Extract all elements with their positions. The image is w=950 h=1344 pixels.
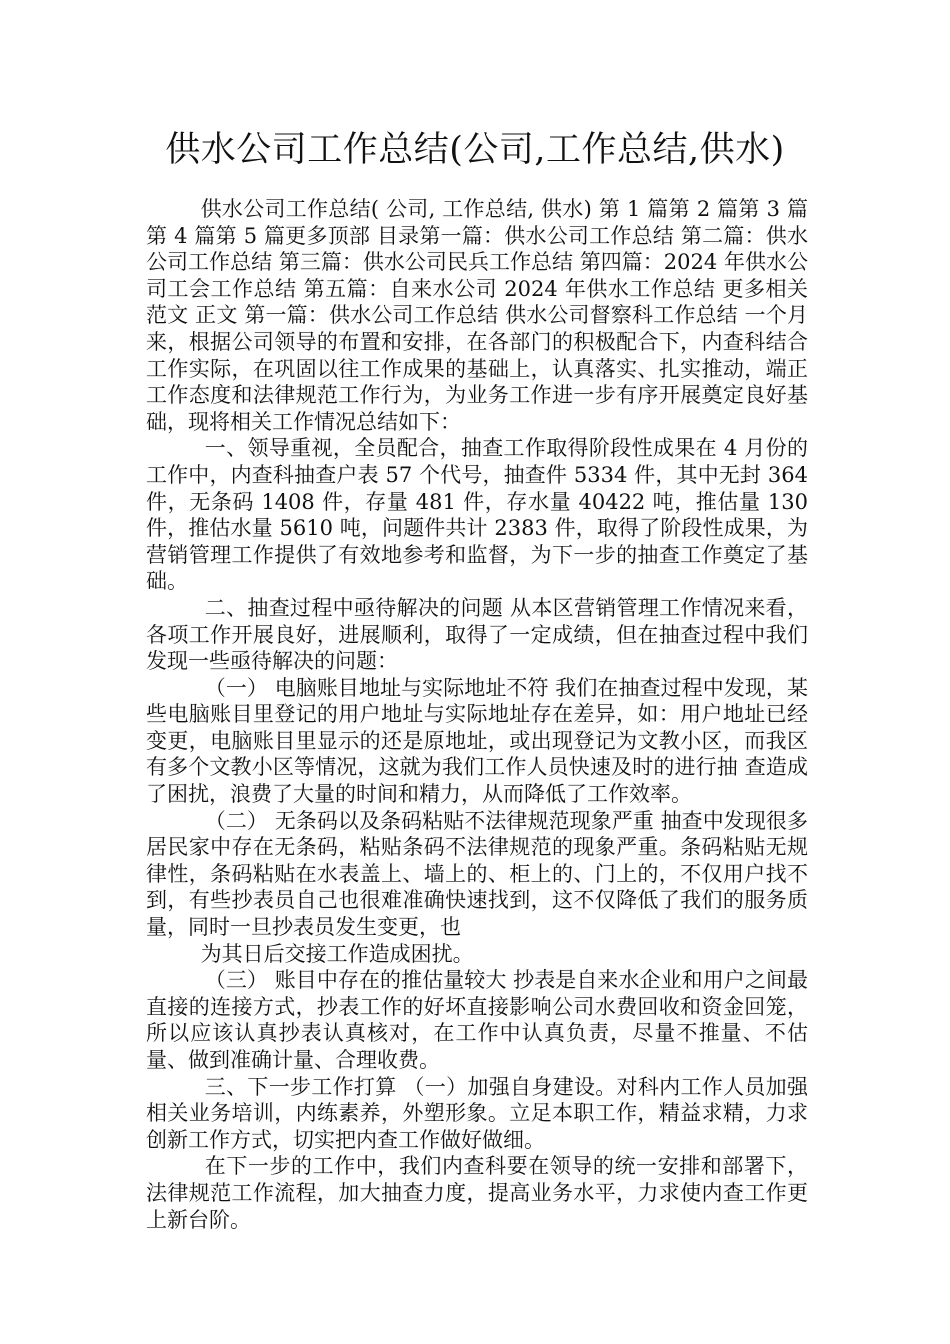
issue-one-paragraph: （一） 电脑账目地址与实际地址不符 我们在抽查过程中发现，某些电脑账目里登记的用户地址与实际地址存在差异，如：用户地址已经变更，电脑账目里显示的还是原地址，或出现登记为文教小区，而我区有多个文教小区等情况，这就为我们工作人员快速及时的进行抽 查造成了困扰，浪费了大量的时间和精力，从而降低了工作效率。 <box>146 675 808 807</box>
issue-three-paragraph: （三） 账目中存在的推估量较大 抄表是自来水企业和用户之间最直接的连接方式，抄表工作的好坏直接影响公司水费回收和资金回笼，所以应该认真抄表认真核对，在工作中认真负责，尽量不推量、不估量、做到准确计量、合理收费。 <box>146 968 808 1072</box>
issue-two-paragraph: （二） 无条码以及条码粘贴不法律规范现象严重 抽查中发现很多居民家中存在无条码，粘贴条码不法律规范的现象严重。条码粘贴无规律性，条码粘贴在水表盖上、墙上的、柜上的、门上的，不仅用户找不到，有些抄表员自己也很难准确快速找到，这不仅降低了我们的服务质量，同时一旦抄表员发生变更，也 <box>146 808 808 940</box>
document-title: 供水公司工作总结(公司,工作总结,供水) <box>165 130 785 170</box>
intro-paragraph: 供水公司工作总结( 公司, 工作总结, 供水) 第 1 篇第 2 篇第 3 篇第 4 篇第 5 篇更多顶部 目录第一篇：供水公司工作总结 第二篇：供水公司工作总结 第三篇：供水公司民兵工作总结 第四篇：2024 年供水公司工会工作总结 第五篇：自来水公司 2024 年供水工作总结 更多相关范文 正文 第一篇：供水公司工作总结 供水公司督察科工作总结 一个月来，根据公司领导的布置和安排，在各部门的积极配合下，内查科结合工作实际，在巩固以往工作成果的基础上，认真落实、扎实推动，端正工作态度和法律规范工作行为，为业务工作进一步有序开展奠定良好基础，现将相关工作情况总结如下： <box>146 197 808 434</box>
section-two-paragraph: 二、抽查过程中亟待解决的问题 从本区营销管理工作情况来看，各项工作开展良好，进展顺利，取得了一定成绩，但在抽查过程中我们发现一些亟待解决的问题： <box>146 595 808 674</box>
section-three-paragraph: 三、下一步工作打算 （一）加强自身建设。对科内工作人员加强相关业务培训，内练素养，外塑形象。立足本职工作，精益求精，力求创新工作方式，切实把内查工作做好做细。 <box>146 1074 808 1152</box>
section-one-paragraph: 一、领导重视，全员配合，抽查工作取得阶段性成果在 4 月份的工作中，内查科抽查户表 57 个代号，抽查件 5334 件，其中无封 364 件，无条码 1408 件，存量 481 件，存水量 40422 吨，推估量 130 件，推估水量 5610 吨，问题件共计 2383 件，取得了阶段性成果，为营销管理工作提供了有效地参考和监督，为下一步的抽查工作奠定了基础。 <box>146 436 808 594</box>
document-body <box>146 196 808 1233</box>
closing-paragraph: 在下一步的工作中，我们内查科要在领导的统一安排和部署下，法律规范工作流程，加大抽查力度，提高业务水平，力求使内查工作更上新台阶。 <box>146 1154 808 1232</box>
issue-two-continuation: 为其日后交接工作造成困扰。 <box>200 941 474 966</box>
